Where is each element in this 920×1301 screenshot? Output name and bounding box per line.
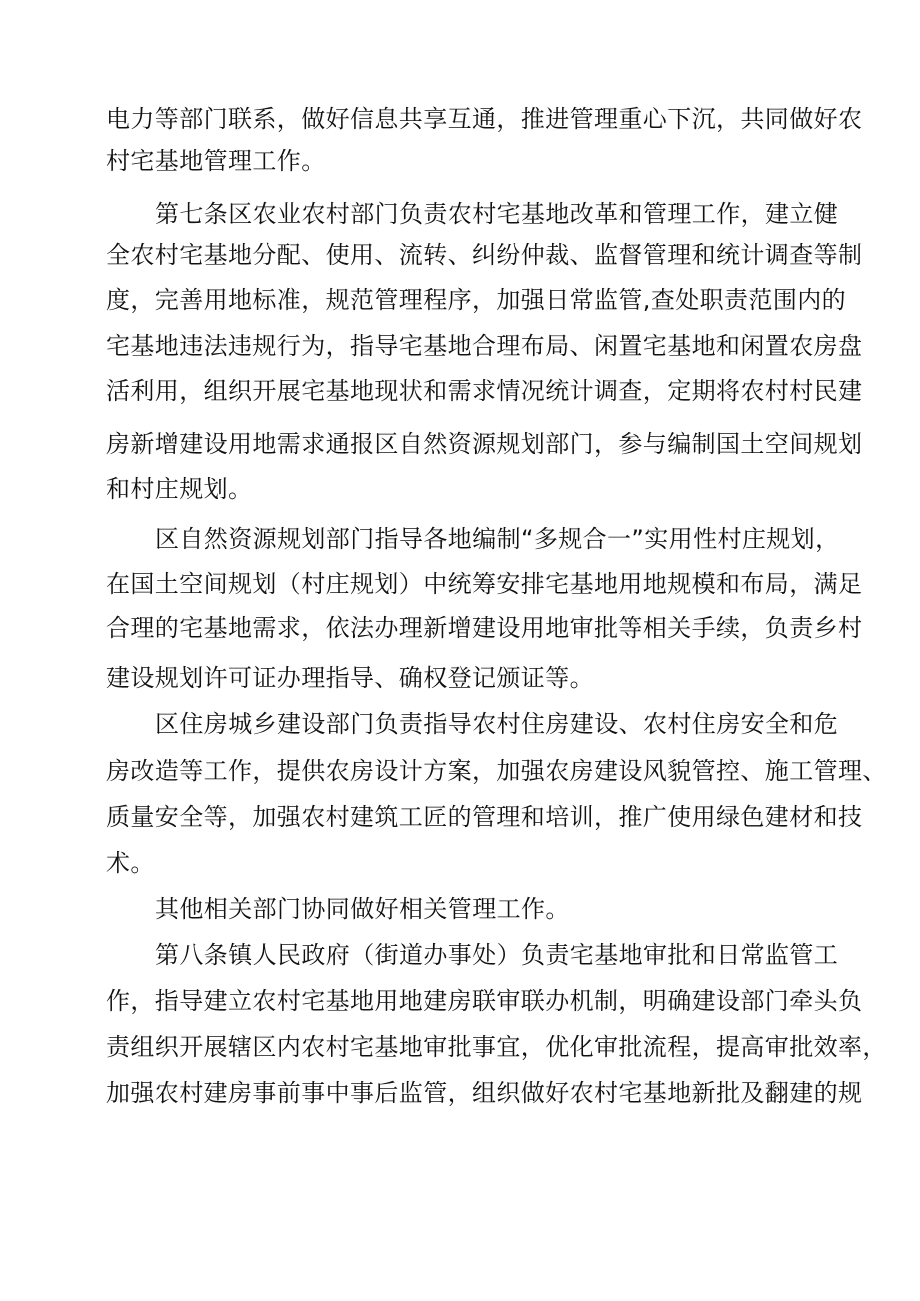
text-line-17: 术。	[106, 849, 155, 877]
text-line-16: 质量安全等，加强农村建筑工匠的管理和培训，推广使用绿色建材和技	[106, 803, 863, 831]
text-line-21: 责组织开展辖区内农村宅基地审批事宜，优化审批流程，提高审批效率，	[106, 1033, 887, 1061]
text-line-1: 电力等部门联系，做好信息共享互通，推进管理重心下沉，共同做好农	[106, 105, 863, 133]
article-7-paragraph-line-1: 第七条区农业农村部门负责农村宅基地改革和管理工作，建立健	[155, 200, 839, 228]
article-8-paragraph-line-1: 第八条镇人民政府（街道办事处）负责宅基地审批和日常监管工	[155, 941, 839, 969]
text-line-9: 和村庄规划。	[106, 475, 253, 503]
planning-paragraph-line-1: 区自然资源规划部门指导各地编制“多规合一”实用性村庄规划，	[155, 525, 840, 553]
text-line-15: 房改造等工作，提供农房设计方案，加强农房建设风貌管控、施工管理、	[106, 757, 887, 785]
text-line-2: 村宅基地管理工作。	[106, 147, 326, 175]
text-line-11: 在国土空间规划（村庄规划）中统筹安排宅基地用地规模和布局，满足	[106, 570, 863, 598]
text-line-5: 度，完善用地标准，规范管理程序，加强日常监管,查处职责范围内的	[106, 286, 847, 314]
text-line-6: 宅基地违法违规行为，指导宅基地合理布局、闲置宅基地和闲置农房盘	[106, 332, 863, 360]
text-line-4: 全农村宅基地分配、使用、流转、纠纷仲裁、监督管理和统计调查等制	[106, 241, 863, 269]
text-line-22: 加强农村建房事前事中事后监管，组织做好农村宅基地新批及翻建的规	[106, 1079, 863, 1107]
housing-paragraph-line-1: 区住房城乡建设部门负责指导农村住房建设、农村住房安全和危	[155, 710, 839, 738]
text-line-13: 建设规划许可证办理指导、确权登记颁证等。	[106, 664, 594, 692]
other-departments-paragraph: 其他相关部门协同做好相关管理工作。	[155, 895, 570, 923]
text-line-20: 作，指导建立农村宅基地用地建房联审联办机制，明确建设部门牵头负	[106, 987, 863, 1015]
text-line-8: 房新增建设用地需求通报区自然资源规划部门，参与编制国土空间规划	[106, 430, 863, 458]
text-line-12: 合理的宅基地需求，依法办理新增建设用地审批等相关手续，负责乡村	[106, 614, 863, 642]
text-line-7: 活利用，组织开展宅基地现状和需求情况统计调查，定期将农村村民建	[106, 377, 863, 405]
